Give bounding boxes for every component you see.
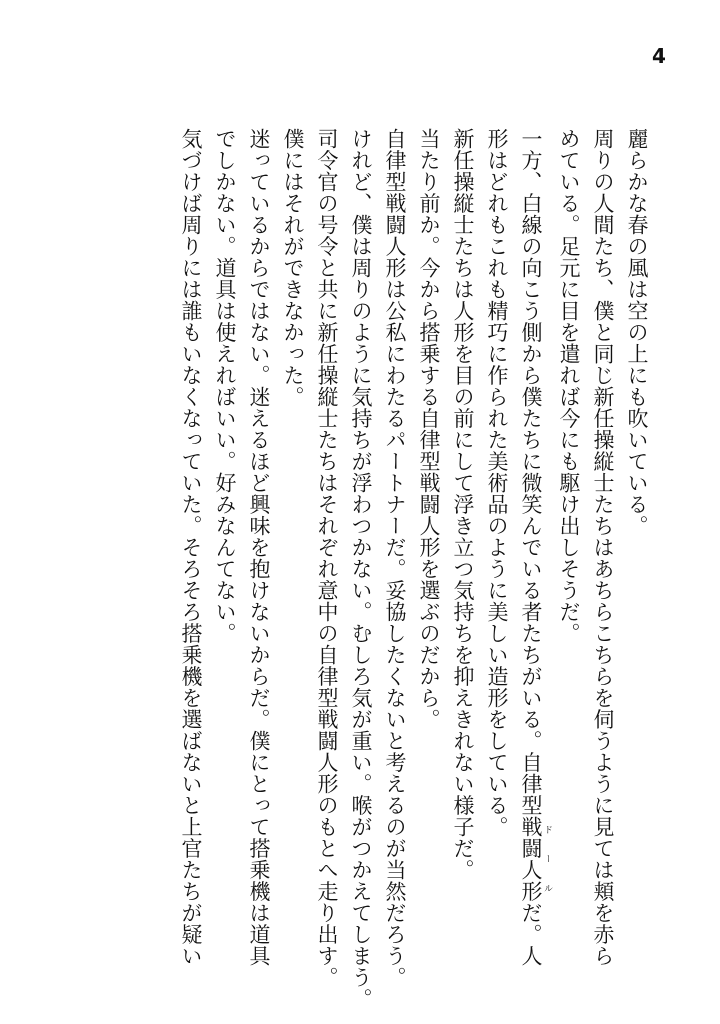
text-line-4-with-ruby bbox=[514, 128, 552, 978]
ruby-base: 戦闘人形 bbox=[519, 816, 543, 902]
text-line-7: 当たり前か。今から搭乗する自律型戦闘人形を選ぶのだから。 bbox=[417, 128, 441, 730]
text-line-10: 司令官の号令と共に新任操縦士たちはそれぞれ意中の自律型戦闘人形のもとへ走り出す。 bbox=[315, 128, 339, 988]
text-line-8: 自律型戦闘人形は公私にわたるパートナーだ。妥協したくないと考えるのが当然だろう。 bbox=[383, 128, 407, 988]
page-number: 4 bbox=[652, 44, 666, 68]
text-line-1: 麗らかな春の風は空の上にも吹いている。 bbox=[625, 128, 649, 537]
ruby-annotation bbox=[519, 816, 552, 902]
text-line-9: けれど、僕は周りのように気持ちが浮わつかない。むしろ気が重い。喉がつかえてしまう。 bbox=[349, 128, 373, 1010]
ruby-line-suffix: だ。人 bbox=[519, 902, 543, 967]
text-line-2: 周りの人間たち、僕と同じ新任操縦士たちはあちらこちらを伺うように見ては頬を赤ら bbox=[591, 128, 615, 967]
text-line-13: でしかない。道具は使えればいい。好みなんてない。 bbox=[213, 128, 237, 644]
ruby-line-prefix: 一方、白線の向こう側から僕たちに微笑んでいる者たちがいる。自律型 bbox=[519, 128, 543, 816]
text-line-6: 新任操縦士たちは人形を目の前にして浮き立つ気持ちを抑えきれない様子だ。 bbox=[451, 128, 475, 881]
text-line-11: 僕にはそれができなかった。 bbox=[281, 128, 305, 408]
ruby-reading: ドール bbox=[542, 816, 552, 902]
text-line-5: 形はどれもこれも精巧に作られた美術品のように美しい造形をしている。 bbox=[485, 128, 509, 838]
text-line-12: 迷っているからではない。迷えるほど興味を抱けないからだ。僕にとって搭乗機は道具 bbox=[247, 128, 271, 967]
text-line-14: 気づけば周りには誰もいなくなっていた。そろそろ搭乗機を選ばないと上官たちが疑い bbox=[179, 128, 203, 967]
body-text bbox=[174, 128, 654, 1010]
text-line-3: めている。足元に目を遣れば今にも駆け出しそうだ。 bbox=[557, 128, 581, 644]
